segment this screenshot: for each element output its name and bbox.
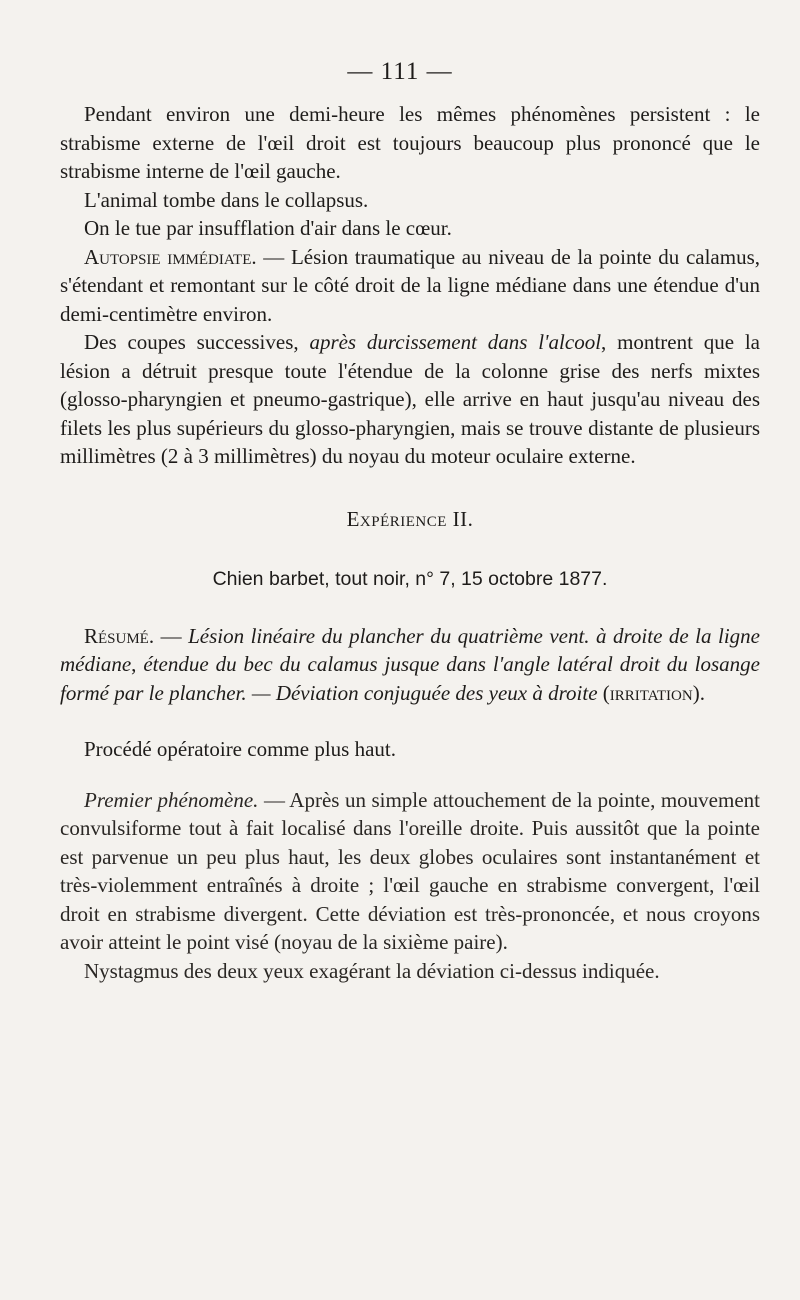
section-subtitle: Chien barbet, tout noir, n° 7, 15 octobre 1877. [212,568,608,590]
paragraph-nystagmus: Nystagmus des deux yeux exagérant la déviation ci-dessus indiquée. [84,958,660,983]
paragraph-autopsy [60,243,760,329]
section-heading: Expérience II. [346,506,474,531]
resume-tail-post: ). [692,680,705,705]
paragraph-persistence: Pendant environ une demi-heure les mêmes phénomènes persistent : le strabisme externe de l'œil droit est toujours beaucoup plus prononcé que le strabisme interne de l'œil gauche. [60,102,760,183]
resume-tail-pre: ( [597,680,610,705]
first-phenomenon-label: Premier phénomène. [84,787,259,812]
resume-dash: — [154,623,189,648]
page-body [60,100,760,985]
resume-tail-sc: irritation [609,680,693,705]
paragraph-procedure: Procédé opératoire comme plus haut. [84,737,396,761]
first-phenomenon-text: — Après un simple attouchement de la pointe, mouvement convulsiforme tout à fait localisé dans l'oreille droite. Puis aussitôt que la pointe est parvenue un peu plus haut, les deux globes oculaires sont instantanément et très-violemment entraînés à droite ; l'œil gauche en strabisme convergent, l'œil droit en strabisme divergent. Cette déviation est très-prononcée, et nous croyons avoir atteint le point visé (noyau de la sixième paire). [60,787,760,954]
paragraph-resume [60,622,760,708]
cuts-italic: après durcissement dans l'alcool [309,330,602,354]
paragraph-insufflation: On le tue par insufflation d'air dans le cœur. [84,216,452,240]
paragraph-cuts [60,328,760,471]
page-number: — 111 — [347,58,453,85]
resume-mid: , [131,652,144,676]
resume-label: Résumé. [84,623,155,648]
autopsy-label: Autopsie immédiate. [84,244,257,269]
autopsy-text: — Lésion traumatique au niveau de la pointe du calamus, s'étendant et remontant sur le côté droit de la ligne médiane dans une étendue d'un demi-centimètre environ. [60,244,760,326]
paragraph-collapse: L'animal tombe dans le collapsus. [84,187,369,212]
resume-italic-1: Lésion linéaire du plancher du quatrième vent. à droite de la ligne médiane [60,623,760,676]
cuts-text-a: Des coupes successives, [84,330,310,354]
paragraph-first-phenomenon [60,786,760,957]
cuts-text-b: , montrent que la lésion a détruit presque toute l'étendue de la colonne grise des nerfs mixtes (glosso-pharyngien et pneumo-gastrique), elle arrive en haut jusqu'au niveau des filets les plus supérieurs du glosso-pharyngien, mais se trouve distante de plusieurs millimètres (2 à 3 millimètres) du noyau du moteur oculaire externe. [60,330,760,468]
resume-italic-2: étendue du bec du calamus jusque dans l'angle latéral droit du losange formé par le plancher. — Déviation conjuguée des yeux à droite [60,652,760,705]
